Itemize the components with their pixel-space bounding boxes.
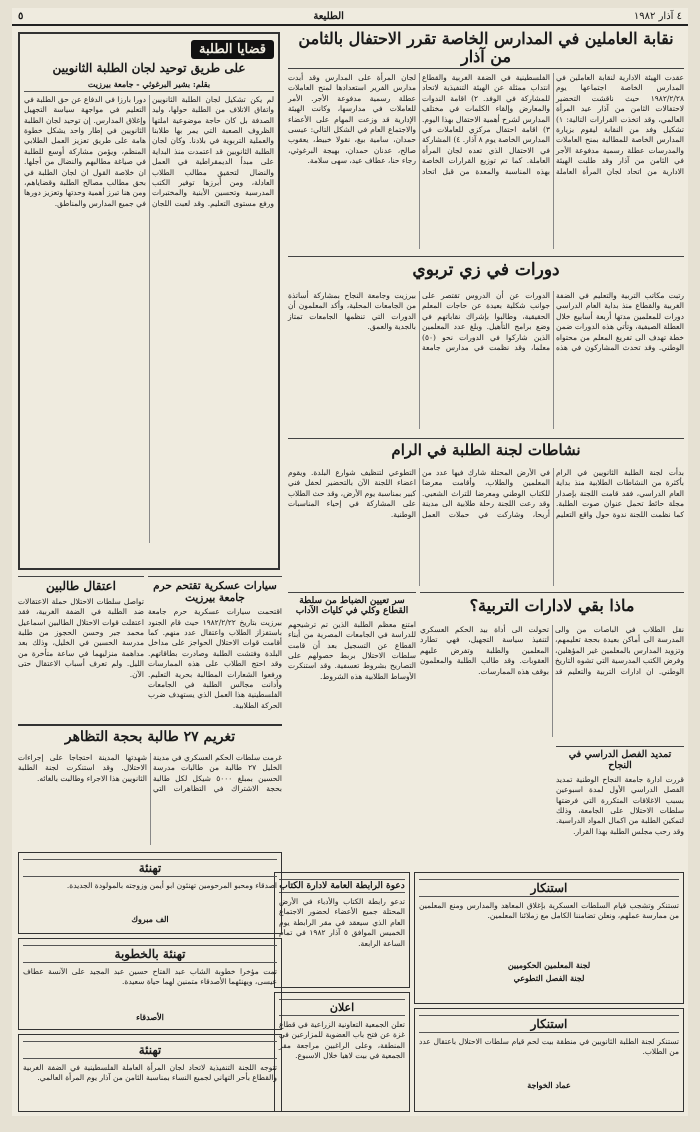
sayyarat-headline: سيارات عسكرية تقتحم حرم جامعة بيرزيت: [153, 580, 277, 605]
mudarris-headline: تمديد الفصل الدراسي في النجاح: [568, 749, 672, 771]
dawa-body: تدعو رابطة الكتاب والأدباء في الأرض المحتلة جميع الأعضاء لحضور الاجتماع العام الذي سيعقد في مقر الرابطة يوم الخميس الموافق ٥ آذار ١٩٨٢ في تمام الساعة الرابعة.: [279, 897, 405, 948]
dawa-title: دعوة الرابطة العامة لادارة الكتاب: [279, 881, 405, 891]
istinkar-box-1: [414, 872, 684, 1004]
main-article-body: عقدت الهيئة الادارية لنقابة العاملين في المدارس الخاصة اجتماعها يوم ١٩٨٢/٢/٢٨ حيث ناقشت التحضير لاحتفالات الثامن من آذار عيد المرأة العالمي، وقد اتخذت القرارات التالية: ١) تشكيل وفد من النقابة ليقوم بزيارة المدارس الخاصة للمطالبة بمنح العاملات والمدرسات عطلة رسمية مدفوعة الأجر في الثامن من آذار وقد طلبت الهيئة الادارية من اتحاد لجان المرأة العاملة الفلسطينية في الضفة الغربية والقطاع انتداب ممثلة عن الهيئة التنفيذية لاتحاد للمشاركة في الوفد. ٢) اقامة الندوات والمعارض وإلقاء الكلمات في مختلف المدارس لشرح أهمية الاحتفال بهذا اليوم. ٣) اقامة احتفال مركزي للعاملات في المدارس الخاصة يوم ٨ آذار. ٤) المشاركة في الاحتفال الذي تعده لجان المرأة العاملة. كما تم توزيع القرارات الخاصة بهذه المناسبة والمعدة من قبل اتحاد لجان المرأة على المدارس وقد أبدت مدارس الفرير استعدادها لمنح العاملات عطلة رسمية مدفوعة الأجر. الأمر للعاملات في مدارسها، وكانت الهيئة الإدارية قد وزعت المهام على الأعضاء والاجتماع العام في الشكل التالي: عيسى حمدان، سامية بيغ، نقولا خبيط، يعقوب صالح، عدنان حمدان، بهيجة البرغوثي، رجاء حنا، عطاف عيد، سهى سلامة.: [288, 73, 684, 176]
taqrim-headline: تغريم ٢٧ طالبة بحجة التظاهر: [64, 729, 236, 745]
istinkar-1-title: استنكار: [419, 879, 679, 897]
tahnia-3-body: تتوجه اللجنة التنفيذية لاتحاد لجان المرأة العاملة الفلسطينية في الضفة الغربية والقطاع بأحر التهاني لجميع النساء بمناسبة الثامن من آذار يوم المرأة العالمي.: [23, 1063, 277, 1083]
page-number: ٥: [18, 10, 24, 22]
istinkar-1-sign-2: لجنة الفصل التطوعي: [513, 973, 585, 983]
dawa-box: [274, 872, 410, 988]
newspaper-page: [12, 8, 688, 1116]
page-header: [12, 8, 688, 26]
tahnia-2-sign: الأصدقاء: [136, 1012, 164, 1022]
tahnia-2-title: تهنئة بالخطوبة: [23, 945, 277, 963]
taqrim-article: [18, 724, 282, 846]
sayyarat-article: [148, 576, 282, 718]
istinkar-2-title: استنكار: [419, 1015, 679, 1033]
ilan-title: اعلان: [279, 999, 405, 1016]
ietiqal-body: تواصل سلطات الاحتلال حملة الاعتقالات ضد الطلبة في الضفة الغربية، فقد اعتقلت قوات الاحتلال الطالبين اسماعيل محمد جبر وحسن الحجوز من طلبة مدرسة الحسين في الخليل، وذلك بعد مداهمة منزليهما في ساعة متأخرة من الليل. ولم تعرف أسباب الاعتقال حتى الآن.: [18, 596, 144, 679]
ietiqal-headline: اعتقال طالبين: [46, 579, 116, 593]
nashatat-body: بدأت لجنة الطلبة الثانويين في الرام بأكثرة من النشاطات الطلابية منذ بداية العام الدراسي، فقد قامت اللجنة بإصدار مجلة حائط تحمل عنوان صوت الطلبة. كما نظمت اللجنة ندوة حول واقع التعليم في الأرض المحتلة شارك فيها عدد من المعلمين والطلاب، وأقامت معرضا للكتاب الوطني ومعرضا للتراث الشعبي. وقد رعت اللجنة رحلة طلابية الى مدينة أريحا، وشاركت في حملات العمل التطوعي لتنظيف شوارع البلدة. ويقوم اعضاء اللجنة الآن بالتحضير لحفل فني كبير بمناسبة يوم الأرض، وقد حث الطلاب على المشاركة في إحياء المناسبات الوطنية.: [288, 468, 684, 519]
istinkar-1-sign-1: لجنة المعلمين الحكوميين: [507, 960, 591, 970]
ilan-body: تعلن الجمعية التعاونية الزراعية في قطاع غزة عن فتح باب العضوية للمزارعين في المنطقة، وعلى الراغبين مراجعة مقر الجمعية في بيت لاهيا خلال الاسبوع.: [279, 1020, 405, 1061]
tarbawi-body: رتبت مكاتب التربية والتعليم في الضفة الغربية والقطاع منذ بداية العام الدراسي دورات للمعلمين مدتها أربعة أسابيع خلال العطلة الصيفية، وتأتي هذه الدورات ضمن خطة تهدف الى تفريغ المعلم من محتواه الوطني. وقد تحدث المشاركون في هذه الدورات عن أن الدروس تقتصر على جوانب شكلية بعيدة عن حاجات المعلم الحقيقية، وطالبوا بإشراك نقاباتهم في وضع برامج التأهيل. وبلغ عدد المعلمين الذين شاركوا في الدورات نحو (٥٠) معلما، وقد نظمت في مدارس جامعة بيرزيت وجامعة النجاح بمشاركة أساتذة من الجامعات المحلية، وأكد المعلمون أن الدورات التي تنظمها الجامعات تمتاز بالجدية والعمق.: [288, 291, 684, 353]
ietiqal-article: [18, 576, 144, 718]
students-headline: على طريق توحيد لجان الطلبة الثانويين: [52, 61, 246, 75]
tarbawi-block: [288, 256, 684, 434]
qitaa-headline: ماذا بقي لادارات التربية؟: [469, 596, 635, 615]
tahnia-box-2: [18, 938, 282, 1030]
tahnia-1-title: تهنئة: [23, 859, 277, 877]
istinkar-1-body: تستنكر وتشجب قيام السلطات العسكرية بإغلاق المعاهد والمدارس ومنع المعلمين من ممارسة عملهم، ونعلن تضامننا الكامل مع زملائنا المعلمين.: [419, 901, 679, 921]
tahnia-1-sign: الف مبروك: [131, 914, 169, 924]
ilan-box: [274, 992, 410, 1112]
nashatat-article: [288, 438, 684, 588]
sulta-article: [288, 592, 416, 772]
istinkar-box-2: [414, 1008, 684, 1112]
tahnia-box-1: [18, 852, 282, 934]
istinkar-2-body: تستنكر لجنة الطلبة الثانويين في منطقة بيت لحم قيام سلطات الاحتلال باعتقال عدد من الطلاب.: [419, 1037, 679, 1057]
sulta-body: امتنع معظم الطلبة الذين تم ترشيحهم للدراسة في الجامعات المصرية من أبناء القطاع عن التسجيل بعد أن قامت سلطات الاحتلال بربط حصولهم على التصاريح بشروط تعسفية. وقد استنكرت الأوساط الطلابية هذه الشروط.: [288, 619, 416, 681]
tahnia-3-title: تهنئة: [23, 1041, 277, 1059]
students-author: بقلم: بشير البرغوثي - جامعة بيرزيت: [24, 79, 274, 92]
issue-date: ٤ آذار ١٩٨٢: [633, 10, 682, 22]
sulta-headline: سر تعيين الضباط من سلطة القطاع وكلي في كليات الآداب: [295, 596, 409, 617]
qitaa-article: [420, 592, 684, 742]
sayyarat-body: اقتحمت سيارات عسكرية حرم جامعة بيرزيت بتاريخ ١٩٨٢/٢/٢٢ حيث قام الجنود باستفزاز الطلاب واعتقال عدد منهم. كما أقامت قوات الاحتلال الحواجز على مداخل البلدة وفتشت الطلبة وصادرت بطاقاتهم. وقد احتج الطلاب على هذه الممارسات ورفعوا الشعارات المطالبة بحرية التعليم. وأدانت مجالس الطلبة في الجامعات الفلسطينية هذا العمل الذي يستهدف ضرب الحركة الطلابية.: [148, 607, 282, 710]
taqrim-body: غرمت سلطات الحكم العسكري في مدينة الخليل ٢٧ طالبة من طالبات مدرسة الحسين بمبلغ ٥٠٠٠ شيكل لكل طالبة بحجة الاشتراك في التظاهرات التي شهدتها المدينة احتجاجا على إجراءات الاحتلال. وقد استنكرت لجنة الطلبة الثانويين هذا الاجراء وطالبت بالغائه.: [18, 753, 282, 794]
students-issues-box: [18, 32, 280, 570]
nashatat-headline: نشاطات لجنة الطلبة في الرام: [391, 441, 581, 459]
tahnia-1-body: اصدقاء ومحبو المرحومين تهنئون ابو أيمن وزوجته بالمولودة الجديدة.: [66, 881, 277, 890]
qitaa-body: نقل الطلاب في الباصات من والى المدرسة الى أماكن بعيدة بحجة تعليمهم، وتزويد المدارس بالمعلمين غير المؤهلين، وفرض الكتب المدرسية التي تشوه التاريخ الوطني. ان ادارات التربية والتعليم قد تحولت الى أداة بيد الحكم العسكري لتنفيذ سياسة التجهيل، فهي تطارد المعلمين والطلبة وتفرض عليهم العقوبات. وقد طالب الطلبة والمعلمون بوقف هذه الممارسات.: [420, 625, 684, 676]
main-article-headline: نقابة العاملين في المدارس الخاصة تقرر الاحتفال بالثامن من آذار: [288, 30, 684, 69]
students-issues-label: قضايا الطلبة: [191, 40, 274, 59]
istinkar-2-sign: عماد الخواجة: [527, 1080, 571, 1090]
tahnia-2-body: تمت مؤخرا خطوبة الشاب عبد الفتاح حسين عبد المجيد على الآنسة عطاف عيسى، ويهنئهما الأصدقاء متمنين لهما حياة سعيدة.: [23, 967, 277, 987]
main-article: [288, 30, 684, 252]
students-issues-label-wrap: [24, 38, 274, 59]
mudarris-article: [556, 746, 684, 868]
mudarris-body: قررت ادارة جامعة النجاح الوطنية تمديد الفصل الدراسي الأول لمدة اسبوعين بسبب الاغلاقات المتكررة التي فرضتها سلطات الاحتلال على الجامعة، وذلك لتمكين الطلبة من اكمال المواد الدراسية. وقد رحب مجلس الطلبة بهذا القرار.: [556, 774, 684, 836]
tarbawi-headline: دورات في زي تربوي: [412, 260, 560, 280]
newspaper-name: الطليعة: [313, 10, 344, 22]
students-body: لم يكن تشكيل لجان الطلبة الثانويين واتفاق الاتلاف من الطلبة حولها، وليد الصدفة بل كان حاجة موضوعية املتها الظروف الصعبة التي يمر بها طلابنا والعملية التربوية في بلادنا. وكان لجان الطلبة الثانويين قد اعتمدت منذ البداية على مبدأ الديمقراطية في العمل والنضال لتحقيق مطالب الطلاب العادلة، ومن أبرزها توفير الكتب المدرسية وتحسين الأبنية والمختبرات ورفع مستوى التعليم. وقد لعبت اللجان دورا بارزا في الدفاع عن حق الطلبة في التعليم في مواجهة سياسة التجهيل وإغلاق المدارس. إن توحيد لجان الطلبة الثانويين في إطار واحد يشكل خطوة هامة على طريق تعزيز العمل الطلابي المنظم، ويؤمن مشاركة أوسع للطلبة في صياغة مطالبهم والنضال من أجلها. ان خلاصة القول ان لجان الطلبة في بحق مطالب مصالح الطلبة وقضاياهم، ومن هنا تبرز أهمية وحدتها وتعزيز دورها في جميع المدارس والمناطق.: [24, 94, 274, 208]
tahnia-box-3: [18, 1034, 282, 1112]
